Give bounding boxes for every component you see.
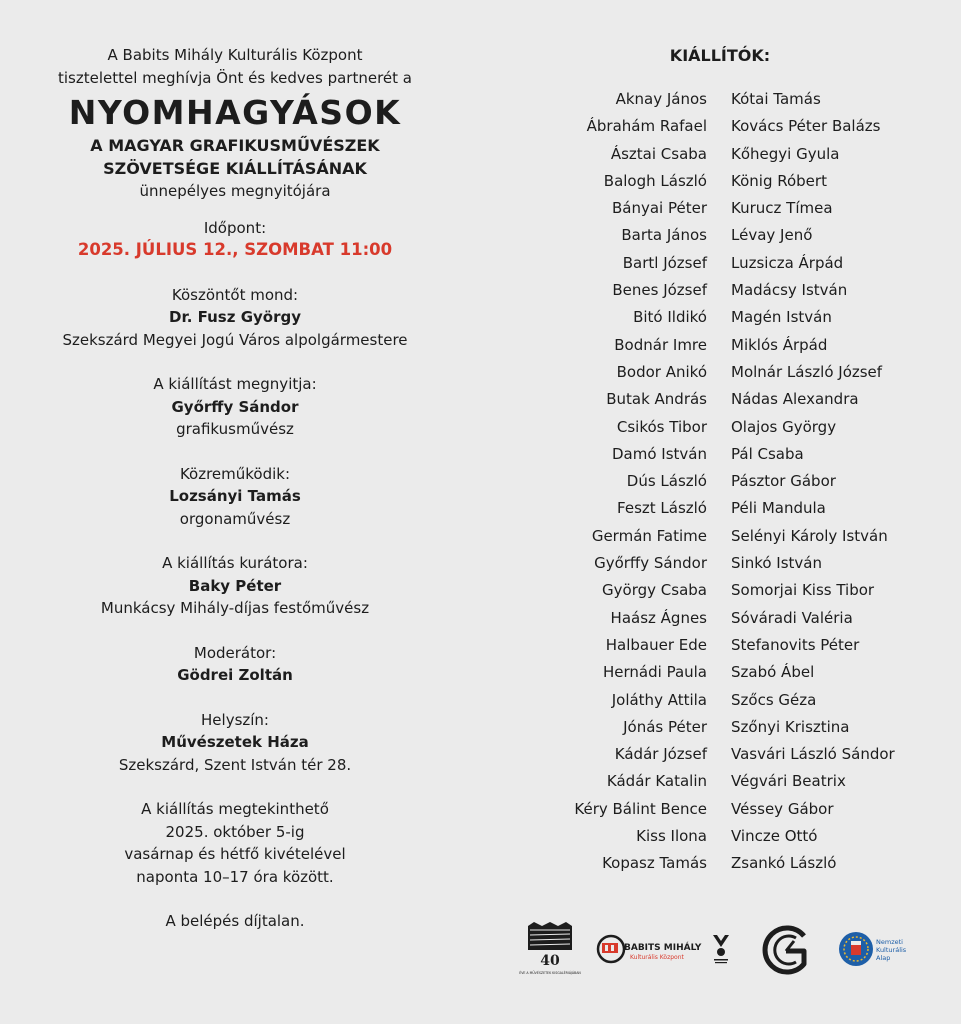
exhibitors-left-column <box>520 86 707 878</box>
viewing-line-1: A kiállítás megtekinthető <box>141 800 329 818</box>
nka-line-1: Nemzeti <box>876 938 903 946</box>
entry-text: A belépés díjtalan. <box>165 912 305 930</box>
contrib-label: Közreműködik: <box>179 464 291 483</box>
contrib-role: orgonaművész <box>179 509 291 528</box>
exhibitor-name: Halbauer Ede <box>605 635 707 654</box>
babits-logo-icon <box>596 932 702 968</box>
exhibitor-name: Bodnár Imre <box>614 335 707 354</box>
curator-role: Munkácsy Mihály-díjas festőművész <box>100 599 370 617</box>
exhibitor-name: Kovács Péter Balázs <box>731 117 881 136</box>
intro-line-1: A Babits Mihály Kulturális Központ <box>107 46 363 64</box>
exhibitor-name: Nádas Alexandra <box>731 390 859 409</box>
viewing-line-2: 2025. október 5-ig <box>165 822 305 841</box>
exhibitor-name: Luzsicza Árpád <box>731 253 844 272</box>
exhibitor-name: Olajos György <box>731 417 837 436</box>
contrib-name: Lozsányi Tamás <box>169 487 301 505</box>
exhibitor-name: Aknay János <box>615 90 707 108</box>
exhibitor-name: Bodor Anikó <box>616 362 707 381</box>
viewing-line-4: naponta 10–17 óra között. <box>136 867 334 886</box>
exhibitor-name: Kéry Bálint Bence <box>574 799 707 818</box>
greeting-name: Dr. Fusz György <box>169 308 301 326</box>
exhibitor-name: Molnár László József <box>731 362 883 381</box>
exhibitor-name: Selényi Károly István <box>731 526 888 545</box>
occasion-text: ünnepélyes megnyitójára <box>139 182 331 200</box>
opening-name: Győrffy Sándor <box>171 397 299 416</box>
exhibitor-name: Kopasz Tamás <box>602 854 707 873</box>
small-emblem-icon <box>710 932 732 966</box>
moderator-label: Moderátor: <box>193 643 277 662</box>
nka-logo-icon <box>838 928 918 970</box>
exhibitor-name: Feszt László <box>617 499 707 518</box>
exhibitor-name: György Csaba <box>602 581 707 600</box>
greeting-role: Szekszárd Megyei Jogú Város alpolgármestere <box>62 330 408 349</box>
venue-address: Szekszárd, Szent István tér 28. <box>118 755 352 774</box>
exhibitor-name: Benes József <box>612 281 707 300</box>
exhibitor-name: Végvári Beatrix <box>731 772 846 791</box>
exhibitor-name: Madácsy István <box>731 281 848 300</box>
event-title: NYOMHAGYÁSOK <box>68 93 402 132</box>
exhibitor-name: Pál Csaba <box>731 444 804 463</box>
venue-name: Művészetek Háza <box>161 733 309 751</box>
intro-line-2: tisztelettel meghívja Önt és kedves partnerét a <box>58 68 412 87</box>
event-date: 2025. JÚLIUS 12., SZOMBAT 11:00 <box>77 240 393 259</box>
exhibitor-name: Germán Fatime <box>591 526 707 545</box>
exhibitor-name: Péli Mandula <box>731 499 826 518</box>
curator-label: A kiállítás kurátora: <box>162 554 308 572</box>
exhibitor-name: Bartl József <box>622 253 707 272</box>
exhibitor-name: Balogh László <box>603 171 707 190</box>
exhibitor-name: Somorjai Kiss Tibor <box>731 581 875 600</box>
exhibitor-name: Haász Ágnes <box>610 608 707 627</box>
babits-sub: Kulturális Központ <box>630 954 684 961</box>
exhibitor-name: Jónás Péter <box>623 717 707 736</box>
mmi-number: 40 <box>540 953 560 969</box>
time-label: Időpont: <box>203 218 267 237</box>
moderator-name: Gödrei Zoltán <box>177 666 293 684</box>
g-logo-icon <box>756 924 814 976</box>
babits-text: BABITS MIHÁLY <box>624 943 702 953</box>
event-subtitle-1: A MAGYAR GRAFIKUSMŰVÉSZEK <box>90 136 380 155</box>
nka-line-3: Alap <box>876 954 891 962</box>
exhibitor-name: Kurucz Tímea <box>731 199 833 218</box>
exhibitor-name: Ábrahám Rafael <box>586 117 707 136</box>
exhibitor-name: Lévay Jenő <box>731 226 813 245</box>
mmi-text: ÉVE A MŰVÉSZETEK KISGALÉRIÁJÁBAN <box>519 971 581 975</box>
exhibitor-name: Kádár Katalin <box>606 772 707 791</box>
greeting-label: Köszöntőt mond: <box>171 285 299 304</box>
viewing-line-3: vasárnap és hétfő kivételével <box>124 845 346 863</box>
exhibitor-name: Kádár József <box>614 745 707 764</box>
exhibitor-name: Barta János <box>621 226 707 245</box>
exhibitor-name: Joláthy Attila <box>611 690 707 709</box>
exhibitor-name: Sóváradi Valéria <box>731 608 853 627</box>
exhibitor-name: Vasvári László Sándor <box>731 745 895 764</box>
exhibitor-name: Kiss Ilona <box>636 827 707 846</box>
exhibitor-name: Bitó Ildikó <box>633 308 707 327</box>
exhibitors-right-column <box>731 86 941 878</box>
exhibitor-name: Kótai Tamás <box>731 90 821 108</box>
exhibitor-name: Kőhegyi Gyula <box>731 144 840 163</box>
exhibitor-name: Sinkó István <box>731 554 822 573</box>
invitation-text <box>20 44 450 933</box>
exhibitor-name: Pásztor Gábor <box>731 472 836 491</box>
exhibitor-name: Bányai Péter <box>611 199 707 218</box>
exhibitor-name: König Róbert <box>731 171 827 190</box>
event-subtitle-2: SZÖVETSÉGE KIÁLLÍTÁSÁNAK <box>103 158 367 178</box>
opening-label: A kiállítást megnyitja: <box>153 375 317 393</box>
exhibitor-name: Stefanovits Péter <box>731 635 860 654</box>
sponsor-logos <box>519 920 942 980</box>
exhibitor-name: Csikós Tibor <box>616 417 707 436</box>
venue-label: Helyszín: <box>201 710 269 729</box>
exhibitor-name: Szabó Ábel <box>731 663 815 682</box>
exhibitor-name: Ásztai Csaba <box>610 144 707 163</box>
curator-name: Baky Péter <box>188 576 282 595</box>
exhibitors-heading: KIÁLLÍTÓK: <box>669 46 771 65</box>
exhibitor-name: Magén István <box>731 308 832 327</box>
exhibitor-name: Szőcs Géza <box>731 690 817 709</box>
exhibitor-name: Dús László <box>626 472 707 491</box>
opening-role: grafikusművész <box>176 420 294 438</box>
exhibitor-name: Damó István <box>612 444 707 463</box>
exhibitor-name: Zsankó László <box>731 854 837 873</box>
nka-line-2: Kulturális <box>876 946 907 954</box>
exhibitor-name: Szőnyi Krisztina <box>731 717 850 736</box>
exhibitor-name: Győrffy Sándor <box>594 554 707 573</box>
exhibitor-name: Véssey Gábor <box>731 799 834 818</box>
exhibitor-name: Miklós Árpád <box>731 335 828 354</box>
exhibitor-name: Vincze Ottó <box>731 827 818 846</box>
exhibitor-name: Butak András <box>606 390 707 409</box>
mmi-logo-icon <box>519 922 581 980</box>
exhibitor-name: Hernádi Paula <box>603 663 707 682</box>
